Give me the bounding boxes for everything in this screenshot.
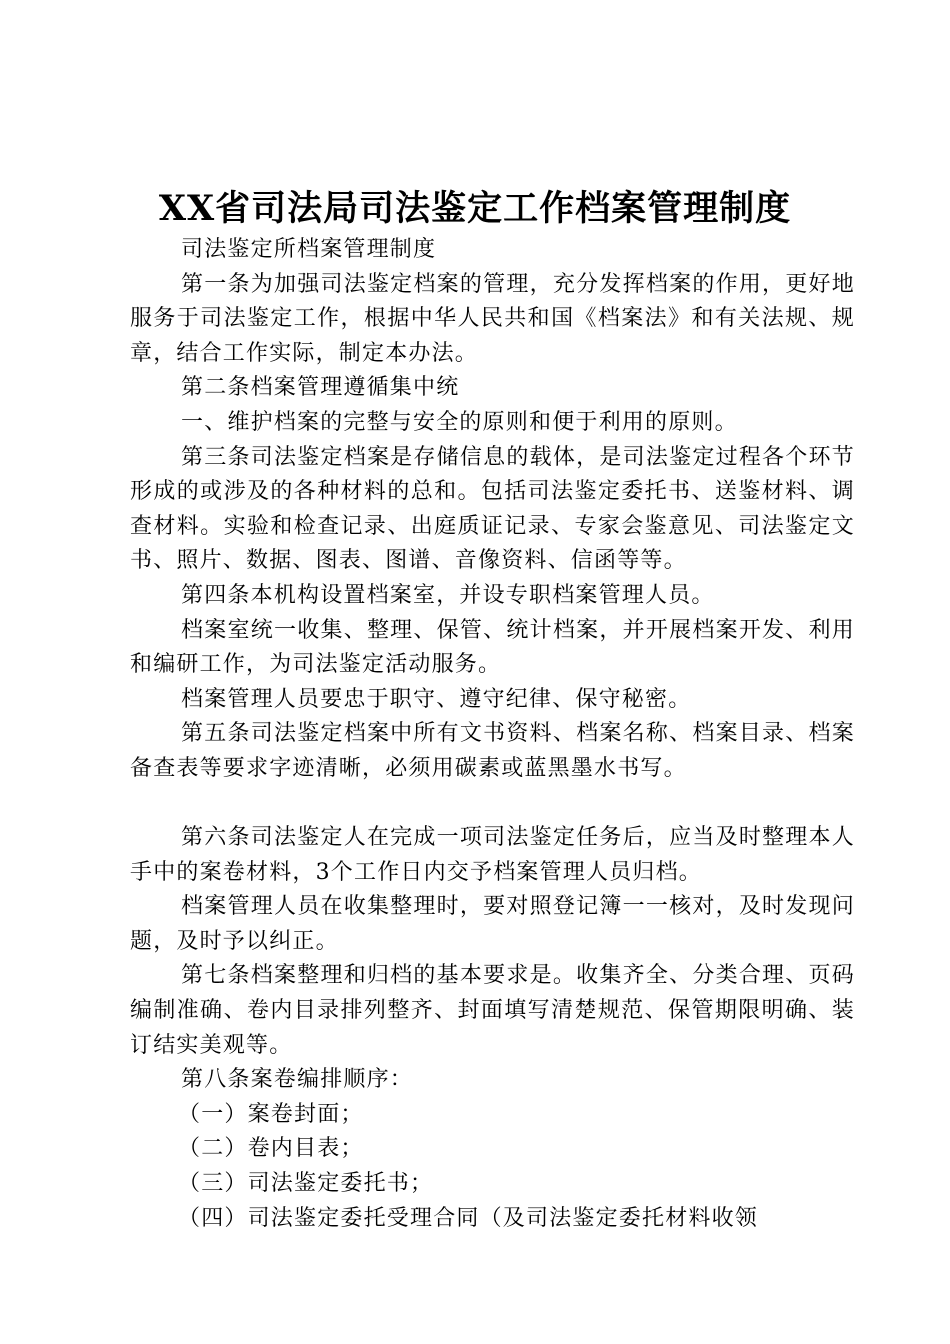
- paragraph-article-5: 第五条司法鉴定档案中所有文书资料、档案名称、档案目录、档案备查表等要求字迹清晰，必须用碳素或蓝黑墨水书写。: [130, 721, 855, 781]
- list-item: （四）司法鉴定委托受理合同（及司法鉴定委托材料收领: [178, 1205, 759, 1231]
- paragraph-article-4: 第四条本机构设置档案室，并设专职档案管理人员。: [181, 582, 715, 608]
- list-item: （二）卷内目表；: [178, 1136, 364, 1162]
- paragraph-article-8: 第八条案卷编排顺序：: [181, 1067, 414, 1093]
- paragraph-gap: [130, 787, 855, 822]
- paragraph-archive-staff: 档案管理人员要忠于职守、遵守纪律、保守秘密。: [181, 686, 692, 712]
- document-title: XX省司法局司法鉴定工作档案管理制度: [158, 188, 792, 229]
- list-item: （三）司法鉴定委托书；: [178, 1171, 434, 1197]
- paragraph-article-2: 第二条档案管理遵循集中统: [181, 375, 460, 401]
- paragraph-principle: 一、维护档案的完整与安全的原则和便于利用的原则。: [181, 409, 738, 435]
- document-body: [130, 233, 855, 1236]
- paragraph-article-6: 第六条司法鉴定人在完成一项司法鉴定任务后，应当及时整理本人手中的案卷材料，3个工作日内交予档案管理人员归档。: [130, 825, 855, 885]
- paragraph-verification: 档案管理人员在收集整理时，要对照登记簿一一核对，及时发现问题，及时予以纠正。: [130, 894, 855, 954]
- paragraph-archive-room: 档案室统一收集、整理、保管、统计档案，并开展档案开发、利用和编研工作，为司法鉴定活动服务。: [130, 617, 855, 678]
- paragraph-subtitle: 司法鉴定所档案管理制度: [181, 237, 437, 262]
- paragraph-article-3: 第三条司法鉴定档案是存储信息的载体，是司法鉴定过程各个环节形成的或涉及的各种材料的总和。包括司法鉴定委托书、送鉴材料、调查材料。实验和检查记录、出庭质证记录、专家会鉴意见、司法鉴定文书、照片、数据、图表、图谱、音像资料、信函等等。: [130, 444, 855, 574]
- paragraph-article-7: 第七条档案整理和归档的基本要求是。收集齐全、分类合理、页码编制准确、卷内目录排列整齐、封面填写清楚规范、保管期限明确、装订结实美观等。: [130, 963, 855, 1058]
- paragraph-article-1: 第一条为加强司法鉴定档案的管理，充分发挥档案的作用，更好地服务于司法鉴定工作，根据中华人民共和国《档案法》和有关法规、规章，结合工作实际，制定本办法。: [130, 271, 855, 366]
- list-item: （一）案卷封面；: [178, 1101, 364, 1127]
